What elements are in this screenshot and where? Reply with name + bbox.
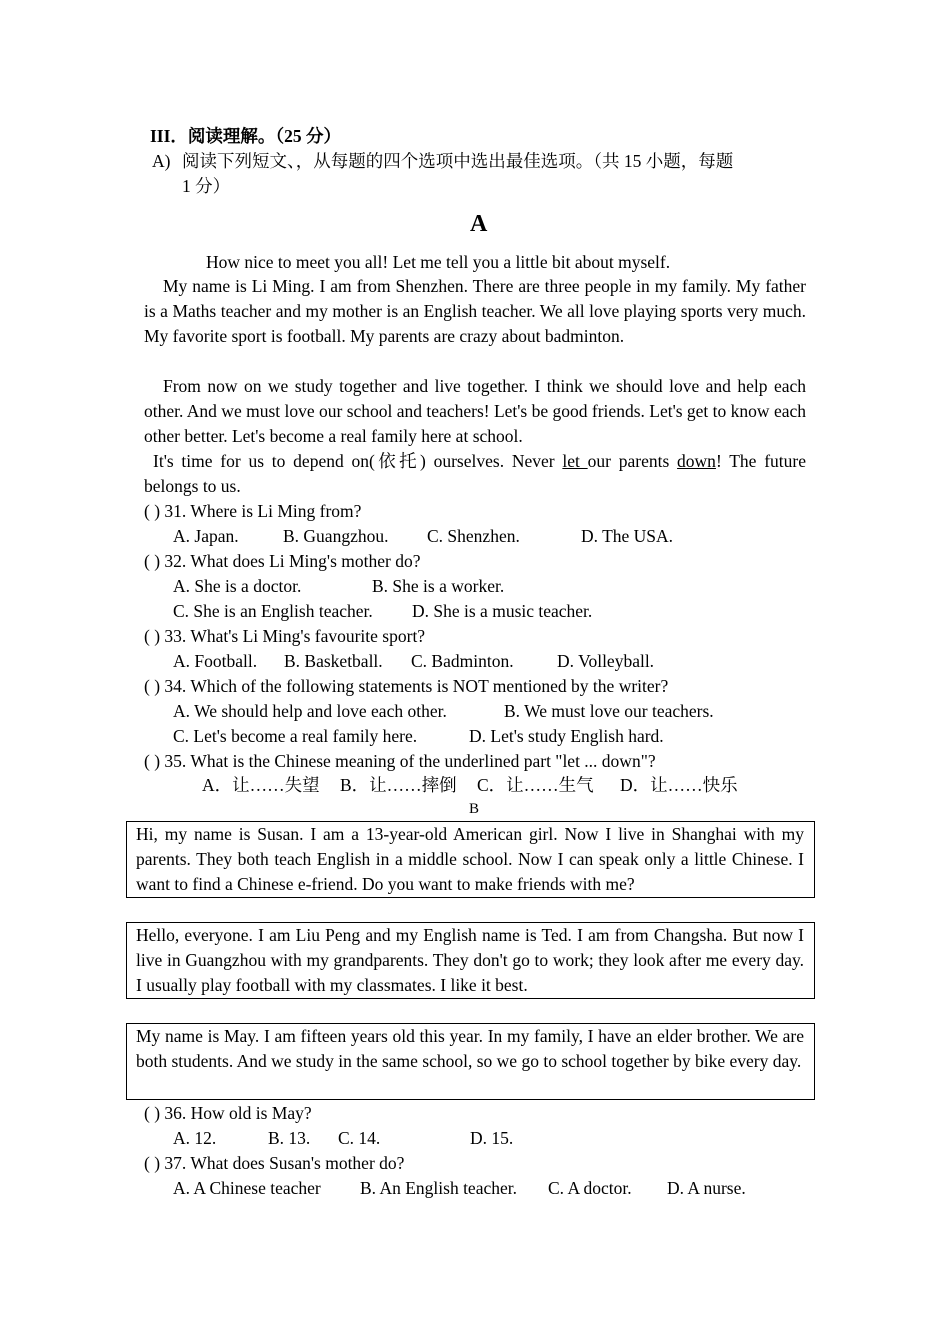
underlined-down: down bbox=[677, 451, 716, 471]
passage-a-paragraph-3 bbox=[144, 449, 806, 499]
question-35-stem: ( ) 35. What is the Chinese meaning of the underlined part "let ... down"? bbox=[144, 751, 656, 771]
option-34-d: D. Let's study English hard. bbox=[469, 726, 664, 746]
option-34-a: A. We should help and love each other. bbox=[173, 701, 447, 721]
option-37-a: A. A Chinese teacher bbox=[173, 1178, 321, 1198]
question-33-stem: ( ) 33. What's Li Ming's favourite sport? bbox=[144, 626, 426, 646]
option-32-c: C. She is an English teacher. bbox=[173, 601, 373, 621]
option-34-c: C. Let's become a real family here. bbox=[173, 726, 418, 746]
paragraph-3-text-b: our parents bbox=[587, 451, 678, 471]
passage-a-heading: A bbox=[470, 211, 488, 237]
option-32-d: D. She is a music teacher. bbox=[412, 601, 593, 621]
option-31-c: C. Shenzhen. bbox=[427, 526, 520, 546]
instruction-text-line2: 1 分） bbox=[182, 176, 231, 196]
option-35-c: C．让……生气 bbox=[477, 775, 594, 795]
question-37-stem: ( ) 37. What does Susan's mother do? bbox=[144, 1153, 405, 1173]
section-title: III．阅读理解。（25 分） bbox=[150, 126, 342, 146]
passage-b-heading: B bbox=[469, 801, 480, 817]
underlined-let: let bbox=[562, 451, 588, 471]
option-31-d: D. The USA. bbox=[581, 526, 674, 546]
passage-b-box-liu-peng: Hello, everyone. I am Liu Peng and my English name is Ted. I am from Changsha. But now I live in Guangzhou with my grandparents. They don't go to work; they look after me every day. I usually play football with my classmates. I like it best. bbox=[126, 922, 815, 999]
option-33-a: A. Football. bbox=[173, 651, 258, 671]
question-31-stem: ( ) 31. Where is Li Ming from? bbox=[144, 501, 362, 521]
option-31-a: A. Japan. bbox=[173, 526, 239, 546]
paragraph-3-text-c: ! The future belongs to us. bbox=[144, 451, 806, 496]
passage-a-paragraph-1: My name is Li Ming. I am from Shenzhen. There are three people in my family. My father is a Maths teacher and my mother is an English teacher. We all love playing sports very much. My favorite sport is football. My parents are crazy about badminton. bbox=[144, 276, 806, 346]
option-35-b: B．让……摔倒 bbox=[340, 775, 457, 795]
option-32-a: A. She is a doctor. bbox=[173, 576, 302, 596]
option-36-c: C. 14. bbox=[338, 1128, 381, 1148]
option-36-d: D. 15. bbox=[470, 1128, 514, 1148]
option-33-b: B. Basketball. bbox=[284, 651, 383, 671]
option-35-d: D．让……快乐 bbox=[620, 775, 738, 795]
paragraph-3-text-a: It's time for us to depend on(依托) ourselves. Never bbox=[153, 451, 563, 471]
question-34-stem: ( ) 34. Which of the following statements is NOT mentioned by the writer? bbox=[144, 676, 669, 696]
option-35-a: A．让……失望 bbox=[202, 775, 320, 795]
question-36-stem: ( ) 36. How old is May? bbox=[144, 1103, 312, 1123]
option-33-d: D. Volleyball. bbox=[557, 651, 655, 671]
passage-a-paragraph-2: From now on we study together and live together. I think we should love and help each other. And we must love our school and teachers! Let's be good friends. Let's get to know each other better. Let's become a real family here at school. bbox=[144, 376, 806, 446]
option-33-c: C. Badminton. bbox=[411, 651, 514, 671]
instruction-text-line1: 阅读下列短文、，从每题的四个选项中选出最佳选项。（共 15 小题，每题 bbox=[182, 151, 734, 171]
option-37-b: B. An English teacher. bbox=[360, 1178, 517, 1198]
option-36-a: A. 12. bbox=[173, 1128, 217, 1148]
option-31-b: B. Guangzhou. bbox=[283, 526, 389, 546]
option-37-d: D. A nurse. bbox=[667, 1178, 746, 1198]
option-37-c: C. A doctor. bbox=[548, 1178, 632, 1198]
option-32-b: B. She is a worker. bbox=[372, 576, 505, 596]
passage-a-intro: How nice to meet you all! Let me tell you a little bit about myself. bbox=[206, 252, 671, 272]
passage-b-box-susan: Hi, my name is Susan. I am a 13-year-old American girl. Now I live in Shanghai with my parents. They both teach English in a middle school. Now I can speak only a little Chinese. I want to find a Chinese e-friend. Do you want to make friends with me? bbox=[126, 821, 815, 898]
instruction-label: A) bbox=[152, 151, 171, 171]
option-34-b: B. We must love our teachers. bbox=[504, 701, 714, 721]
option-36-b: B. 13. bbox=[268, 1128, 311, 1148]
passage-b-box-may: My name is May. I am fifteen years old this year. In my family, I have an elder brother. We are both students. And we study in the same school, so we go to school together by bike every day. bbox=[126, 1023, 815, 1100]
question-32-stem: ( ) 32. What does Li Ming's mother do? bbox=[144, 551, 421, 571]
